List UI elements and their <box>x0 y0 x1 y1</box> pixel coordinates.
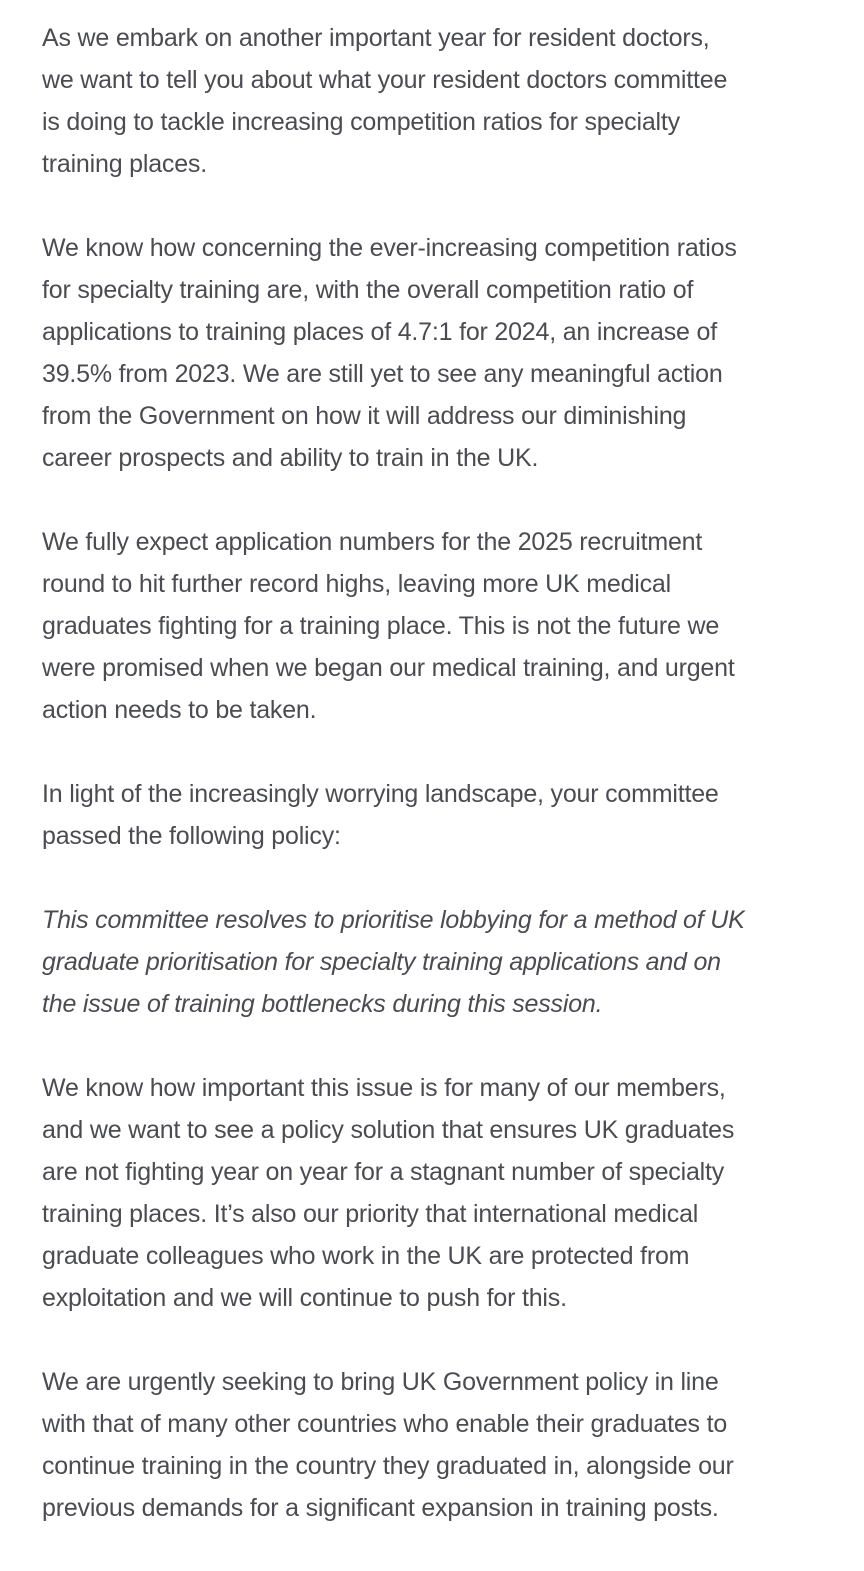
text-line: We know how important this issue is for many of our members, <box>42 1074 726 1102</box>
text-line: graduate colleagues who work in the UK are protected from <box>42 1242 690 1270</box>
text-line: round to hit further record highs, leaving more UK medical <box>42 570 671 598</box>
text-line: passed the following policy: <box>42 822 341 850</box>
text-line: continue training in the country they graduated in, alongside our <box>42 1452 734 1480</box>
paragraph-members-importance <box>42 1067 842 1319</box>
text-line: 39.5% from 2023. We are still yet to see any meaningful action <box>42 360 723 388</box>
text-line: from the Government on how it will address our diminishing <box>42 402 687 430</box>
paragraph-intro <box>42 17 842 185</box>
text-line: for specialty training are, with the overall competition ratio of <box>42 276 694 304</box>
paragraph-policy-intro <box>42 773 842 857</box>
text-line: previous demands for a significant expansion in training posts. <box>42 1494 719 1522</box>
policy-quote <box>42 899 842 1025</box>
text-line: are not fighting year on year for a stagnant number of specialty <box>42 1158 725 1186</box>
text-line: We know how concerning the ever-increasing competition ratios <box>42 234 737 262</box>
paragraph-2025-recruitment <box>42 521 842 731</box>
text-line: applications to training places of 4.7:1 for 2024, an increase of <box>42 318 717 346</box>
text-line: is doing to tackle increasing competition ratios for specialty <box>42 108 680 136</box>
text-line: action needs to be taken. <box>42 696 317 724</box>
text-line: training places. <box>42 150 207 178</box>
paragraph-government-policy <box>42 1361 842 1529</box>
text-line: graduate prioritisation for specialty training applications and on <box>42 948 721 976</box>
text-line: with that of many other countries who enable their graduates to <box>42 1410 728 1438</box>
text-line: were promised when we began our medical training, and urgent <box>42 654 735 682</box>
text-line: graduates fighting for a training place. This is not the future we <box>42 612 720 640</box>
text-line: This committee resolves to prioritise lobbying for a method of UK <box>42 906 745 934</box>
text-line: We fully expect application numbers for the 2025 recruitment <box>42 528 703 556</box>
text-line: and we want to see a policy solution that ensures UK graduates <box>42 1116 735 1144</box>
paragraph-competition-ratios <box>42 227 842 479</box>
text-line: In light of the increasingly worrying landscape, your committee <box>42 780 719 808</box>
text-line: career prospects and ability to train in the UK. <box>42 444 539 472</box>
text-line: As we embark on another important year for resident doctors, <box>42 24 710 52</box>
text-line: the issue of training bottlenecks during this session. <box>42 990 603 1018</box>
text-line: we want to tell you about what your resident doctors committee <box>42 66 728 94</box>
text-line: exploitation and we will continue to push for this. <box>42 1284 567 1312</box>
text-line: We are urgently seeking to bring UK Government policy in line <box>42 1368 719 1396</box>
text-line: training places. It’s also our priority that international medical <box>42 1200 699 1228</box>
article-body <box>42 17 842 1571</box>
